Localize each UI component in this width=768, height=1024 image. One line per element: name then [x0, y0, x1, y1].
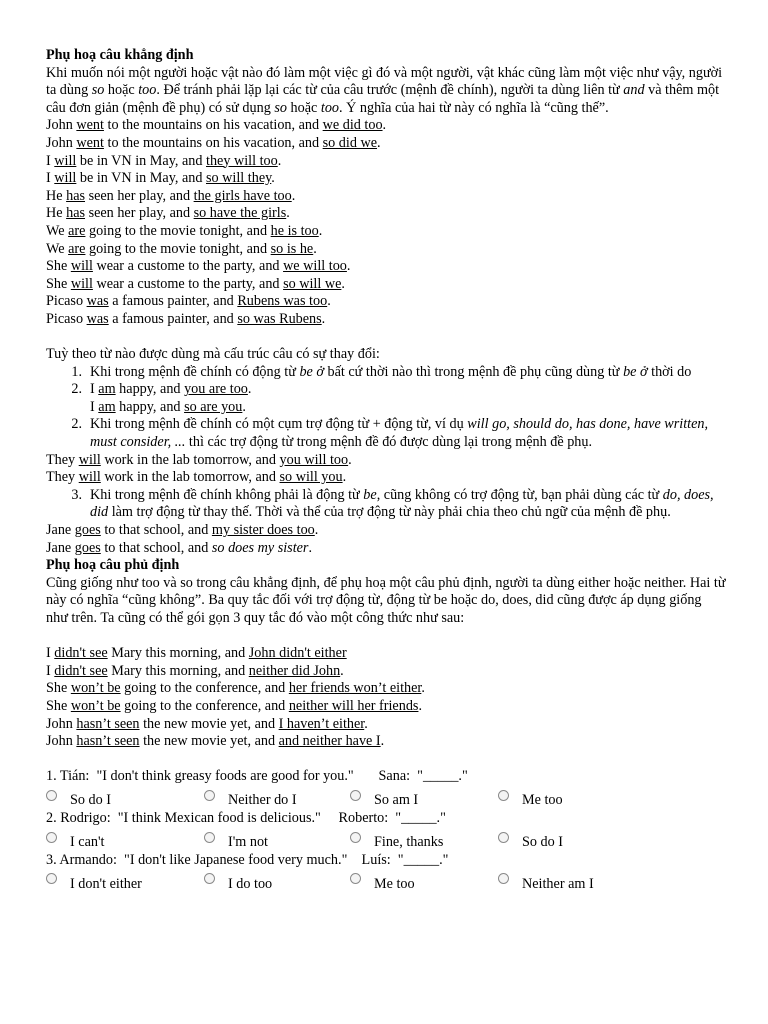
radio-button[interactable] [46, 873, 57, 884]
quiz-option-label[interactable]: I can't [70, 833, 105, 850]
quiz-option[interactable] [498, 792, 648, 810]
quiz-question-1: 1. Tián: "I don't think greasy foods are good for you." Sana: "_____." [46, 768, 468, 785]
document-page [46, 47, 726, 893]
quiz-options-2 [46, 826, 726, 852]
example-line: He has seen her play, and the girls have too. [46, 187, 296, 204]
quiz-option-label[interactable]: Neither am I [522, 875, 594, 892]
quiz-option[interactable] [204, 792, 350, 810]
quiz-option[interactable] [350, 834, 498, 852]
example-line: Picaso was a famous painter, and Rubens was too. [46, 293, 331, 310]
quiz-option-label[interactable]: Me too [522, 792, 563, 809]
quiz-options-3 [46, 867, 726, 893]
example-line: I will be in VN in May, and so will they. [46, 170, 275, 187]
radio-button[interactable] [350, 873, 361, 884]
quiz-option[interactable] [46, 792, 204, 810]
quiz-option[interactable] [46, 876, 204, 894]
quiz [46, 768, 726, 893]
example-line: I didn't see Mary this morning, and John didn't either [46, 645, 347, 662]
radio-button[interactable] [498, 832, 509, 843]
quiz-option-label[interactable]: Fine, thanks [374, 833, 444, 850]
affirm-examples [46, 117, 726, 328]
quiz-option[interactable] [350, 876, 498, 894]
quiz-option-label[interactable]: I do too [228, 875, 273, 892]
example-line: Picaso was a famous painter, and so was Rubens. [46, 310, 326, 327]
radio-button[interactable] [498, 873, 509, 884]
quiz-option[interactable] [498, 834, 648, 852]
quiz-options-1 [46, 784, 726, 810]
quiz-option-label[interactable]: So do I [70, 792, 111, 809]
radio-button[interactable] [46, 790, 57, 801]
negate-heading: Phụ hoạ câu phủ định [46, 557, 180, 574]
example-line: Jane goes to that school, and my sister does too. [46, 522, 319, 539]
negate-intro: Cũng giống như too và so trong câu khẳng định, để phụ hoạ một câu phủ định, người ta dùng either hoặc neither. Hai từ này có nghĩa “cũng không”. Ba quy tắc đối với trợ động từ, động từ be hoặc do, does, did cũng được áp dụng giống như trên. Ta cũng có thể gói gọn 3 quy tắc đó vào một công thức như sau: [46, 574, 726, 626]
example-line: He has seen her play, and so have the girls. [46, 205, 290, 222]
radio-button[interactable] [350, 832, 361, 843]
affirm-intro: Khi muốn nói một người hoặc vật nào đó làm một việc gì đó và một người, vật khác cũng làm một việc như vậy, người ta dùng so hoặc too. Để tránh phải lặp lại các từ của câu trước (mệnh đề chính), người ta dùng liên từ and và thêm một câu đơn giản (mệnh đề phụ) có sử dụng so hoặc too. Ý nghĩa của hai từ này có nghĩa là “cũng thế”. [46, 64, 723, 116]
example-line: John went to the mountains on his vacation, and so did we. [46, 134, 381, 151]
quiz-option-label[interactable]: Neither do I [228, 792, 297, 809]
quiz-option[interactable] [498, 876, 648, 894]
radio-button[interactable] [204, 790, 215, 801]
quiz-option[interactable] [204, 876, 350, 894]
example-line: She won’t be going to the conference, and her friends won’t either. [46, 680, 425, 697]
example-line: We are going to the movie tonight, and he is too. [46, 222, 323, 239]
example-line: John hasn’t seen the new movie yet, and and neither have I. [46, 733, 385, 750]
rule-3: 3. Khi trong mệnh đề chính không phải là động từ be, cũng không có trợ động từ, bạn phải dùng các từ do, does, did làm trợ động từ thay thế. Thời và thể của trợ động từ này phải chia theo chủ ngữ của mệnh đề phụ. [71, 486, 714, 521]
radio-button[interactable] [46, 832, 57, 843]
example-line: She won’t be going to the conference, and neither will her friends. [46, 697, 422, 714]
quiz-option-label[interactable]: So do I [522, 833, 563, 850]
quiz-option[interactable] [204, 834, 350, 852]
negate-examples [46, 645, 726, 751]
example-line: We are going to the movie tonight, and so is he. [46, 240, 317, 257]
quiz-option-label[interactable]: So am I [374, 792, 419, 809]
quiz-option[interactable] [46, 834, 204, 852]
quiz-question-2: 2. Rodrigo: "I think Mexican food is delicious." Roberto: "_____." [46, 809, 446, 826]
example-line: She will wear a custome to the party, and so will we. [46, 275, 345, 292]
affirm-heading: Phụ hoạ câu khẳng định [46, 47, 194, 63]
radio-button[interactable] [204, 873, 215, 884]
radio-button[interactable] [350, 790, 361, 801]
example-line: I will be in VN in May, and they will too. [46, 152, 282, 169]
example-be: 2. I am happy, and you are too. I am happy, and so are you. [71, 381, 252, 415]
example-line: Jane goes to that school, and so does my sister. [46, 539, 313, 556]
example-line: They will work in the lab tomorrow, and you will too. [46, 451, 352, 468]
quiz-option-label[interactable]: Me too [374, 875, 415, 892]
quiz-option-label[interactable]: I don't either [70, 875, 142, 892]
radio-button[interactable] [498, 790, 509, 801]
rule-2: 2. Khi trong mệnh đề chính có một cụm trợ động từ + động từ, ví dụ will go, should do, has done, have written, must consider, ... thì các trợ động từ trong mệnh đề đó được dùng lại trong mệnh đề phụ. [71, 416, 709, 451]
example-line: They will work in the lab tomorrow, and so will you. [46, 469, 347, 486]
example-line: She will wear a custome to the party, and we will too. [46, 258, 351, 275]
quiz-question-3: 3. Armando: "I don't like Japanese food very much." Luís: "_____." [46, 851, 449, 868]
change-intro: Tuỳ theo từ nào được dùng mà cấu trúc câu có sự thay đổi: [46, 346, 380, 363]
radio-button[interactable] [204, 832, 215, 843]
example-line: I didn't see Mary this morning, and neither did John. [46, 662, 344, 679]
quiz-option-label[interactable]: I'm not [228, 833, 268, 850]
quiz-option[interactable] [350, 792, 498, 810]
example-line: John went to the mountains on his vacation, and we did too. [46, 117, 387, 134]
rule-1: 1. Khi trong mệnh đề chính có động từ be ở bất cứ thời nào thì trong mệnh đề phụ cũng dùng từ be ở thời do [71, 363, 692, 380]
example-line: John hasn’t seen the new movie yet, and I haven’t either. [46, 715, 368, 732]
